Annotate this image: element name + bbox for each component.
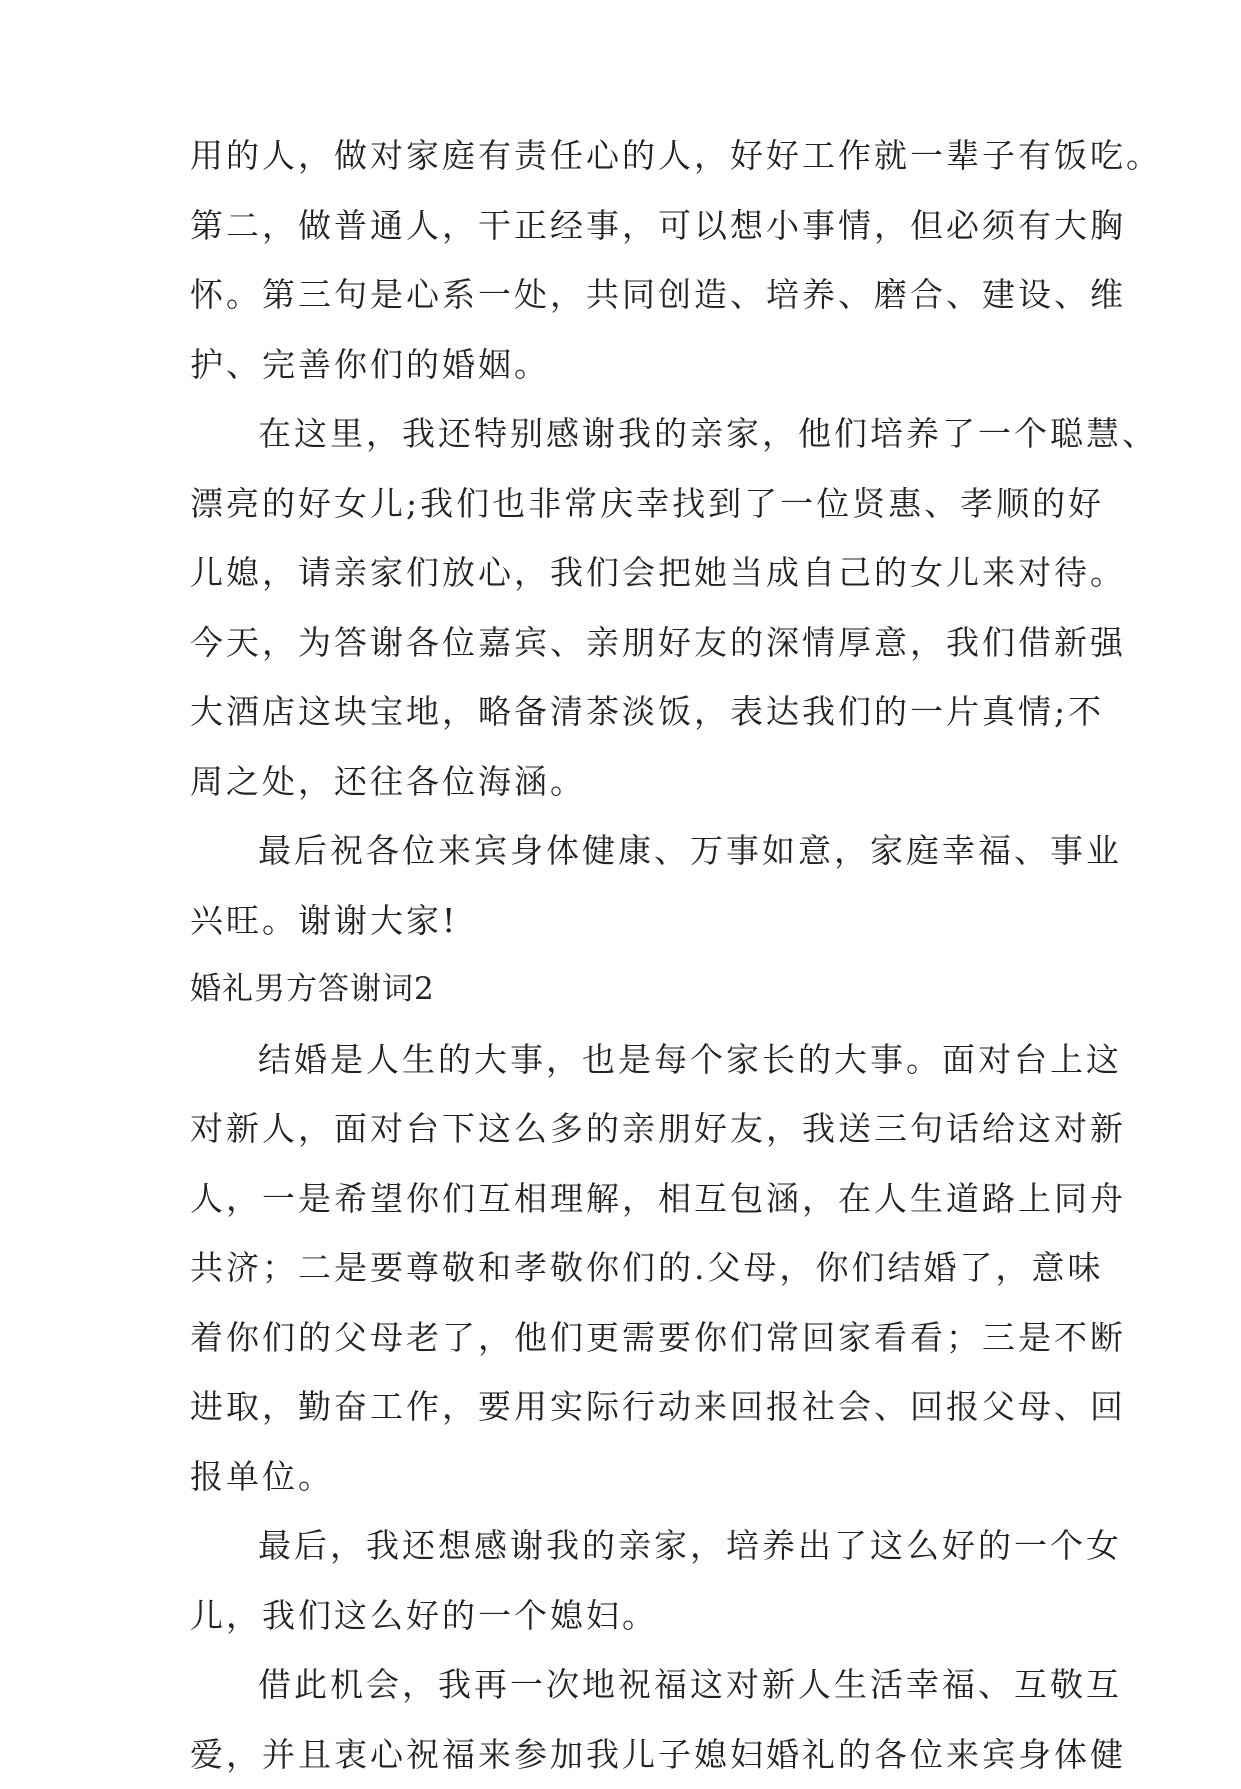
text-line: 怀。第三句是心系一处，共同创造、培养、磨合、建设、维: [190, 260, 1070, 330]
text-line: 共济；二是要尊敬和孝敬你们的.父母，你们结婚了，意味: [190, 1233, 1070, 1303]
text-line: 结婚是人生的大事，也是每个家长的大事。面对台上这: [258, 1025, 1070, 1095]
text-line: 人，一是希望你们互相理解，相互包涵，在人生道路上同舟: [190, 1164, 1070, 1234]
text-line: 兴旺。谢谢大家!: [190, 886, 1070, 956]
text-line: 今天，为答谢各位嘉宾、亲朋好友的深情厚意，我们借新强: [190, 608, 1070, 678]
text-line: 用的人，做对家庭有责任心的人，好好工作就一辈子有饭吃。: [190, 121, 1070, 191]
text-line: 大酒店这块宝地，略备清茶淡饭，表达我们的一片真情;不: [190, 677, 1070, 747]
text-line: 最后祝各位来宾身体健康、万事如意，家庭幸福、事业: [258, 816, 1070, 886]
text-line: 漂亮的好女儿;我们也非常庆幸找到了一位贤惠、孝顺的好: [190, 469, 1070, 539]
text-line: 最后，我还想感谢我的亲家，培养出了这么好的一个女: [258, 1511, 1070, 1581]
section-heading: 婚礼男方答谢词2: [190, 955, 1070, 1025]
text-line: 着你们的父母老了，他们更需要你们常回家看看；三是不断: [190, 1303, 1070, 1373]
text-line: 报单位。: [190, 1442, 1070, 1512]
text-line: 儿，我们这么好的一个媳妇。: [190, 1581, 1070, 1651]
text-line: 爱，并且衷心祝福来参加我儿子媳妇婚礼的各位来宾身体健: [190, 1720, 1070, 1789]
text-line: 借此机会，我再一次地祝福这对新人生活幸福、互敬互: [258, 1650, 1070, 1720]
text-line: 进取，勤奋工作，要用实际行动来回报社会、回报父母、回: [190, 1372, 1070, 1442]
text-line: 在这里，我还特别感谢我的亲家，他们培养了一个聪慧、: [258, 399, 1070, 469]
text-line: 护、完善你们的婚姻。: [190, 330, 1070, 400]
text-line: 儿媳，请亲家们放心，我们会把她当成自己的女儿来对待。: [190, 538, 1070, 608]
text-line: 周之处，还往各位海涵。: [190, 747, 1070, 817]
text-line: 对新人，面对台下这么多的亲朋好友，我送三句话给这对新: [190, 1094, 1070, 1164]
text-line: 第二，做普通人，干正经事，可以想小事情，但必须有大胸: [190, 191, 1070, 261]
